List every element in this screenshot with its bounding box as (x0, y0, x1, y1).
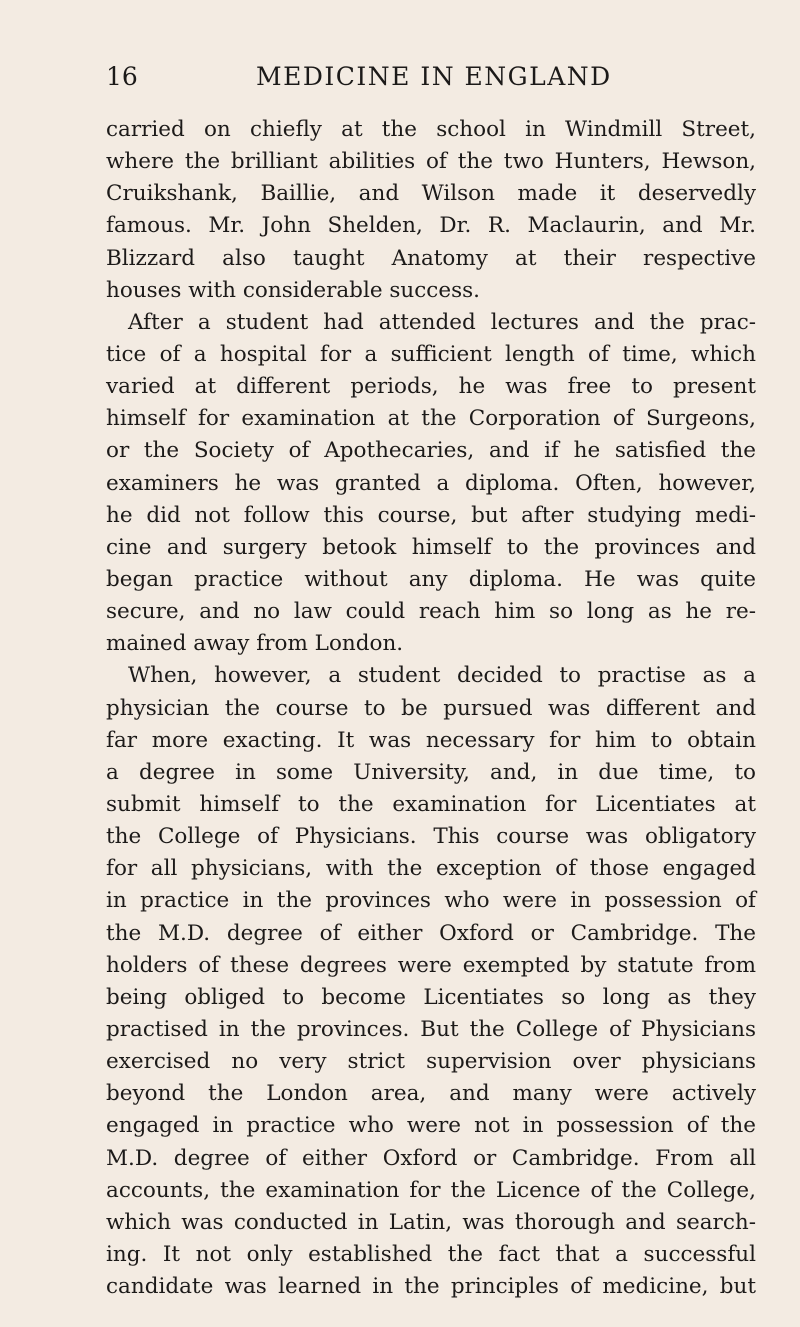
text-line: exercised no very strict supervision over physicians (106, 1049, 756, 1075)
text-line: he did not follow this course, but after studying medi- (106, 502, 756, 528)
text-line: the M.D. degree of either Oxford or Cambridge. The (106, 920, 756, 946)
text-line: being obliged to become Licentiates so long as they (106, 984, 756, 1010)
page-header (106, 62, 756, 102)
text-line: the College of Physicians. This course was obligatory (106, 824, 756, 850)
text-line: famous. Mr. John Shelden, Dr. R. Maclaurin, and Mr. (106, 213, 756, 239)
text-line: accounts, the examination for the Licence of the College, (106, 1177, 756, 1203)
text-line: carried on chiefly at the school in Windmill Street, (106, 117, 756, 142)
text-line: cine and surgery betook himself to the provinces and (106, 534, 756, 560)
page-number: 16 (106, 62, 138, 91)
text-line: which was conducted in Latin, was thorough and search- (106, 1209, 756, 1235)
text-line: holders of these degrees were exempted by statute from (106, 952, 756, 978)
running-head: MEDICINE IN ENGLAND (256, 62, 612, 91)
text-line: beyond the London area, and many were actively (106, 1081, 756, 1107)
text-line: or the Society of Apothecaries, and if he satisfied the (106, 438, 756, 464)
text-line: ing. It not only established the fact that a successful (106, 1241, 756, 1267)
text-line: far more exacting. It was necessary for him to obtain (106, 727, 756, 753)
text-line: for all physicians, with the exception of those engaged (106, 856, 756, 882)
text-line: Cruikshank, Baillie, and Wilson made it deservedly (106, 181, 756, 207)
text-line: houses with considerable success. (106, 277, 480, 303)
text-line: secure, and no law could reach him so long as he re- (106, 599, 756, 625)
text-line: in practice in the provinces who were in possession of (106, 888, 756, 914)
text-line: a degree in some University, and, in due time, to (106, 759, 756, 785)
text-line: varied at different periods, he was free to present (106, 374, 756, 400)
text-line: began practice without any diploma. He was quite (106, 566, 756, 592)
text-line: tice of a hospital for a sufficient length of time, which (106, 341, 756, 367)
text-line: submit himself to the examination for Licentiates at (106, 791, 756, 817)
text-line: physician the course to be pursued was different and (106, 695, 756, 721)
text-line: himself for examination at the Corporation of Surgeons, (106, 406, 756, 432)
text-line: where the brilliant abilities of the two Hunters, Hewson, (106, 149, 756, 175)
body-text (106, 114, 756, 1303)
text-line: engaged in practice who were not in possession of the (106, 1113, 756, 1139)
text-line: Blizzard also taught Anatomy at their respective (106, 245, 756, 271)
text-line: M.D. degree of either Oxford or Cambridge. From all (106, 1145, 756, 1171)
text-line: mained away from London. (106, 631, 404, 657)
text-line: practised in the provinces. But the College of Physicians (106, 1016, 756, 1042)
text-line: candidate was learned in the principles of medicine, but (106, 1274, 756, 1300)
text-line: After a student had attended lectures and the prac- (128, 309, 756, 335)
text-line: When, however, a student decided to practise as a (128, 663, 756, 689)
text-line: examiners he was granted a diploma. Often, however, (106, 470, 756, 496)
